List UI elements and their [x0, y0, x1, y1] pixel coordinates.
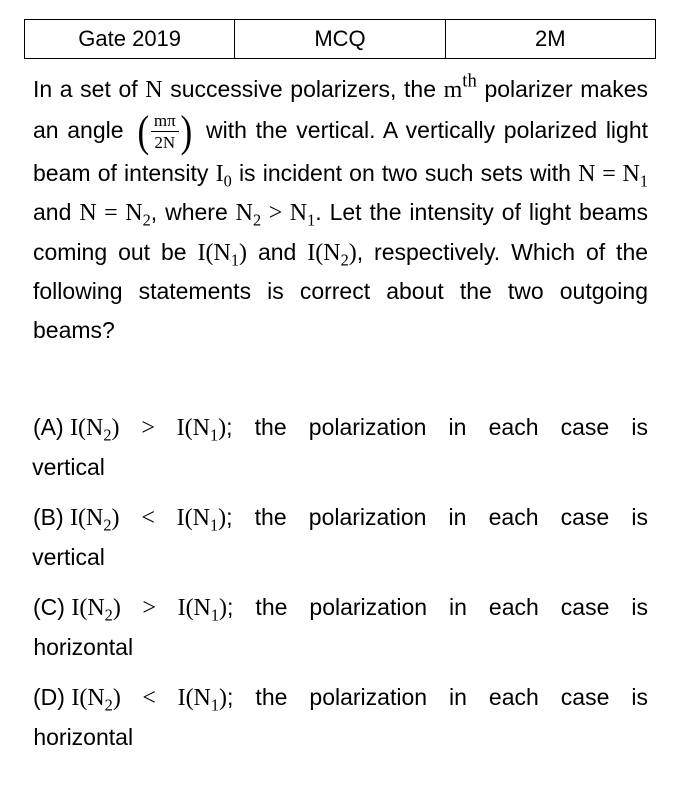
option-c[interactable]: (C) $I(N_2) > I(N_1)$; the polarization in each case is horizontal — [33, 588, 648, 666]
eq-N-equals-N1: $N = N_1$ — [578, 160, 648, 191]
option-text: ; the polarization in each case is — [227, 684, 648, 710]
answer-options — [33, 408, 648, 768]
option-b[interactable]: (B) $I(N_2) < I(N_1)$; the polarization in each case is vertical — [33, 498, 648, 576]
symbol-N: N — [145, 77, 163, 103]
q-text-2: successive polarizers, the — [170, 76, 436, 102]
q-text-8: . Let the intensity of light beams coming out be — [33, 199, 648, 265]
q-text-7: , where — [150, 199, 228, 225]
angle-fraction: ( $\frac{m\pi}{2N}$ ) — [137, 106, 192, 156]
option-tail: vertical — [32, 543, 105, 570]
option-a[interactable]: (A) $I(N_2) > I(N_1)$; the polarization in each case is vertical — [33, 408, 648, 486]
fraction-numerator: mπ — [151, 112, 179, 132]
expr-I-N1: $I(N_1)$ — [197, 239, 247, 270]
q-text-6: and — [33, 199, 72, 225]
option-label: (C) — [33, 594, 65, 620]
option-label: (A) — [33, 414, 64, 440]
symbol-m-th: $m^{th}$ — [443, 70, 477, 103]
option-text: ; the polarization in each case is — [227, 594, 648, 620]
option-tail: vertical — [32, 453, 105, 480]
q-text-5: is incident on two such sets with — [238, 159, 571, 186]
option-d[interactable]: (D) $I(N_2) < I(N_1)$; the polarization in each case is horizontal — [33, 678, 648, 756]
question-text — [33, 70, 648, 349]
option-text: ; the polarization in each case is — [226, 414, 648, 440]
question-type-cell: MCQ — [235, 20, 445, 59]
q-text-3: polarizer makes an angle — [33, 76, 648, 143]
q-text-1: In a set of — [33, 76, 138, 102]
eq-N-equals-N2: $N = N_2$ — [79, 200, 151, 230]
option-tail: horizontal — [33, 723, 134, 750]
q-text-9: and — [257, 238, 297, 265]
marks-cell: 2M — [445, 20, 655, 59]
option-label: (D) — [33, 684, 65, 710]
question-meta-table — [24, 19, 656, 59]
meta-row — [25, 20, 656, 59]
q-text-4: with the vertical. A vertically polarized light beam of intensity — [33, 116, 649, 186]
ineq-N2-gt-N1: $N_2 > N_1$ — [235, 200, 316, 230]
option-tail: horizontal — [33, 633, 134, 660]
option-text: ; the polarization in each case is — [226, 504, 648, 530]
fraction-denominator: 2N — [154, 133, 176, 152]
exam-name-cell: Gate 2019 — [25, 20, 235, 59]
symbol-I0: $I_0$ — [215, 160, 232, 191]
q-text-10: , respectively. Which of the following statements is correct about the two outgoing beams? — [33, 238, 649, 343]
expr-I-N2: $I(N_2)$ — [307, 239, 357, 270]
option-label: (B) — [33, 504, 64, 530]
